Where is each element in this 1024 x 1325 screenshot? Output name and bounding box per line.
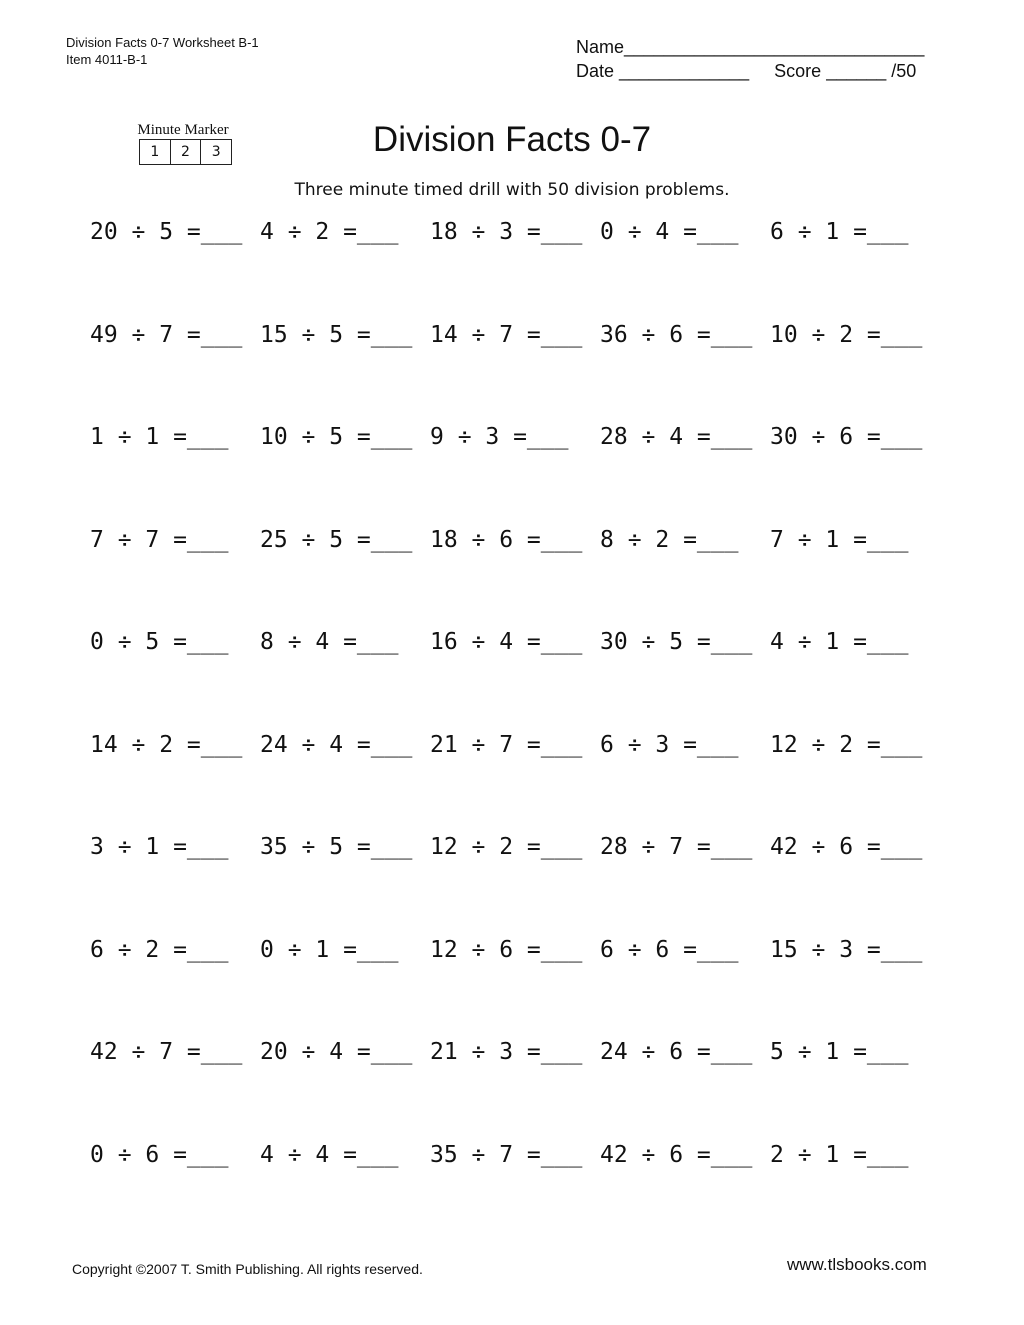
- division-problem[interactable]: 4 ÷ 1 =___: [770, 629, 909, 655]
- division-problem[interactable]: 30 ÷ 5 =___: [600, 629, 753, 655]
- division-problem[interactable]: 6 ÷ 6 =___: [600, 936, 739, 963]
- date-score-field[interactable]: Date _____________ Score ______ /50: [576, 61, 917, 81]
- division-problem[interactable]: 8 ÷ 2 =___: [600, 526, 739, 553]
- division-problem[interactable]: 7 ÷ 7 =___: [90, 526, 229, 553]
- division-problem[interactable]: 9 ÷ 3 =___: [430, 424, 569, 450]
- division-problem[interactable]: 42 ÷ 6 =___: [600, 1141, 753, 1168]
- division-problem[interactable]: 4 ÷ 2 =___: [260, 219, 399, 245]
- minute-box-2[interactable]: 2: [171, 140, 202, 164]
- division-problem[interactable]: 10 ÷ 2 =___: [770, 321, 923, 348]
- division-problem[interactable]: 10 ÷ 5 =___: [260, 424, 413, 450]
- minute-box-3[interactable]: 3: [211, 144, 221, 160]
- division-problem[interactable]: 0 ÷ 1 =___: [260, 936, 399, 963]
- division-problem[interactable]: 8 ÷ 4 =___: [260, 629, 399, 655]
- division-problem[interactable]: 6 ÷ 1 =___: [770, 219, 909, 245]
- division-problem[interactable]: 36 ÷ 6 =___: [600, 321, 753, 348]
- division-problem[interactable]: 15 ÷ 5 =___: [260, 321, 413, 348]
- division-problem[interactable]: 0 ÷ 6 =___: [90, 1141, 229, 1168]
- minute-box-1[interactable]: 1: [140, 140, 171, 164]
- division-problem[interactable]: 6 ÷ 3 =___: [600, 731, 739, 758]
- division-problem[interactable]: 12 ÷ 2 =___: [770, 731, 923, 758]
- worksheet-name: Division Facts 0-7 Worksheet B-1: [66, 35, 259, 50]
- division-problem[interactable]: 2 ÷ 1 =___: [770, 1141, 909, 1168]
- division-problem[interactable]: 35 ÷ 7 =___: [430, 1141, 583, 1168]
- division-problem[interactable]: 21 ÷ 3 =___: [430, 1039, 583, 1065]
- division-problem[interactable]: 12 ÷ 6 =___: [430, 936, 583, 963]
- division-problem[interactable]: 20 ÷ 4 =___: [260, 1039, 413, 1065]
- worksheet-header-left: [66, 34, 259, 68]
- division-problem[interactable]: 14 ÷ 2 =___: [90, 731, 243, 758]
- division-problem[interactable]: 5 ÷ 1 =___: [770, 1039, 909, 1065]
- division-problem[interactable]: 30 ÷ 6 =___: [770, 424, 923, 450]
- division-problem[interactable]: 28 ÷ 7 =___: [600, 834, 753, 860]
- division-problem[interactable]: 35 ÷ 5 =___: [260, 834, 413, 860]
- student-info-fields: [576, 35, 924, 83]
- division-problem[interactable]: 0 ÷ 4 =___: [600, 219, 739, 245]
- division-problem[interactable]: 49 ÷ 7 =___: [90, 321, 243, 348]
- division-problem[interactable]: 14 ÷ 7 =___: [430, 321, 583, 348]
- name-field[interactable]: Name______________________________: [576, 37, 925, 57]
- division-problem[interactable]: 7 ÷ 1 =___: [770, 526, 909, 553]
- division-problem[interactable]: 42 ÷ 7 =___: [90, 1039, 243, 1065]
- copyright-notice: Copyright ©2007 T. Smith Publishing. All rights reserved.: [72, 1261, 423, 1277]
- division-problem[interactable]: 25 ÷ 5 =___: [260, 526, 413, 553]
- division-problem[interactable]: 6 ÷ 2 =___: [90, 936, 229, 963]
- division-problem[interactable]: 12 ÷ 2 =___: [430, 834, 583, 860]
- division-problem[interactable]: 18 ÷ 6 =___: [430, 526, 583, 553]
- division-problem[interactable]: 1 ÷ 1 =___: [90, 424, 229, 450]
- division-problem[interactable]: 16 ÷ 4 =___: [430, 629, 583, 655]
- division-problem[interactable]: 24 ÷ 6 =___: [600, 1039, 753, 1065]
- division-problem[interactable]: 4 ÷ 4 =___: [260, 1141, 399, 1168]
- division-problem[interactable]: 24 ÷ 4 =___: [260, 731, 413, 758]
- page-subtitle: Three minute timed drill with 50 division problems.: [294, 180, 730, 200]
- division-problem[interactable]: 18 ÷ 3 =___: [430, 219, 583, 245]
- item-code: Item 4011-B-1: [66, 52, 148, 67]
- division-problem[interactable]: 0 ÷ 5 =___: [90, 629, 229, 655]
- division-problem[interactable]: 3 ÷ 1 =___: [90, 834, 229, 860]
- division-problem[interactable]: 28 ÷ 4 =___: [600, 424, 753, 450]
- website-link[interactable]: www.tlsbooks.com: [787, 1255, 927, 1274]
- division-problem[interactable]: 15 ÷ 3 =___: [770, 936, 923, 963]
- division-problem[interactable]: 42 ÷ 6 =___: [770, 834, 923, 860]
- page-title: Division Facts 0-7: [372, 120, 652, 159]
- minute-marker-label: Minute Marker: [137, 122, 229, 138]
- division-problem[interactable]: 20 ÷ 5 =___: [90, 219, 243, 245]
- division-problem[interactable]: 21 ÷ 7 =___: [430, 731, 583, 758]
